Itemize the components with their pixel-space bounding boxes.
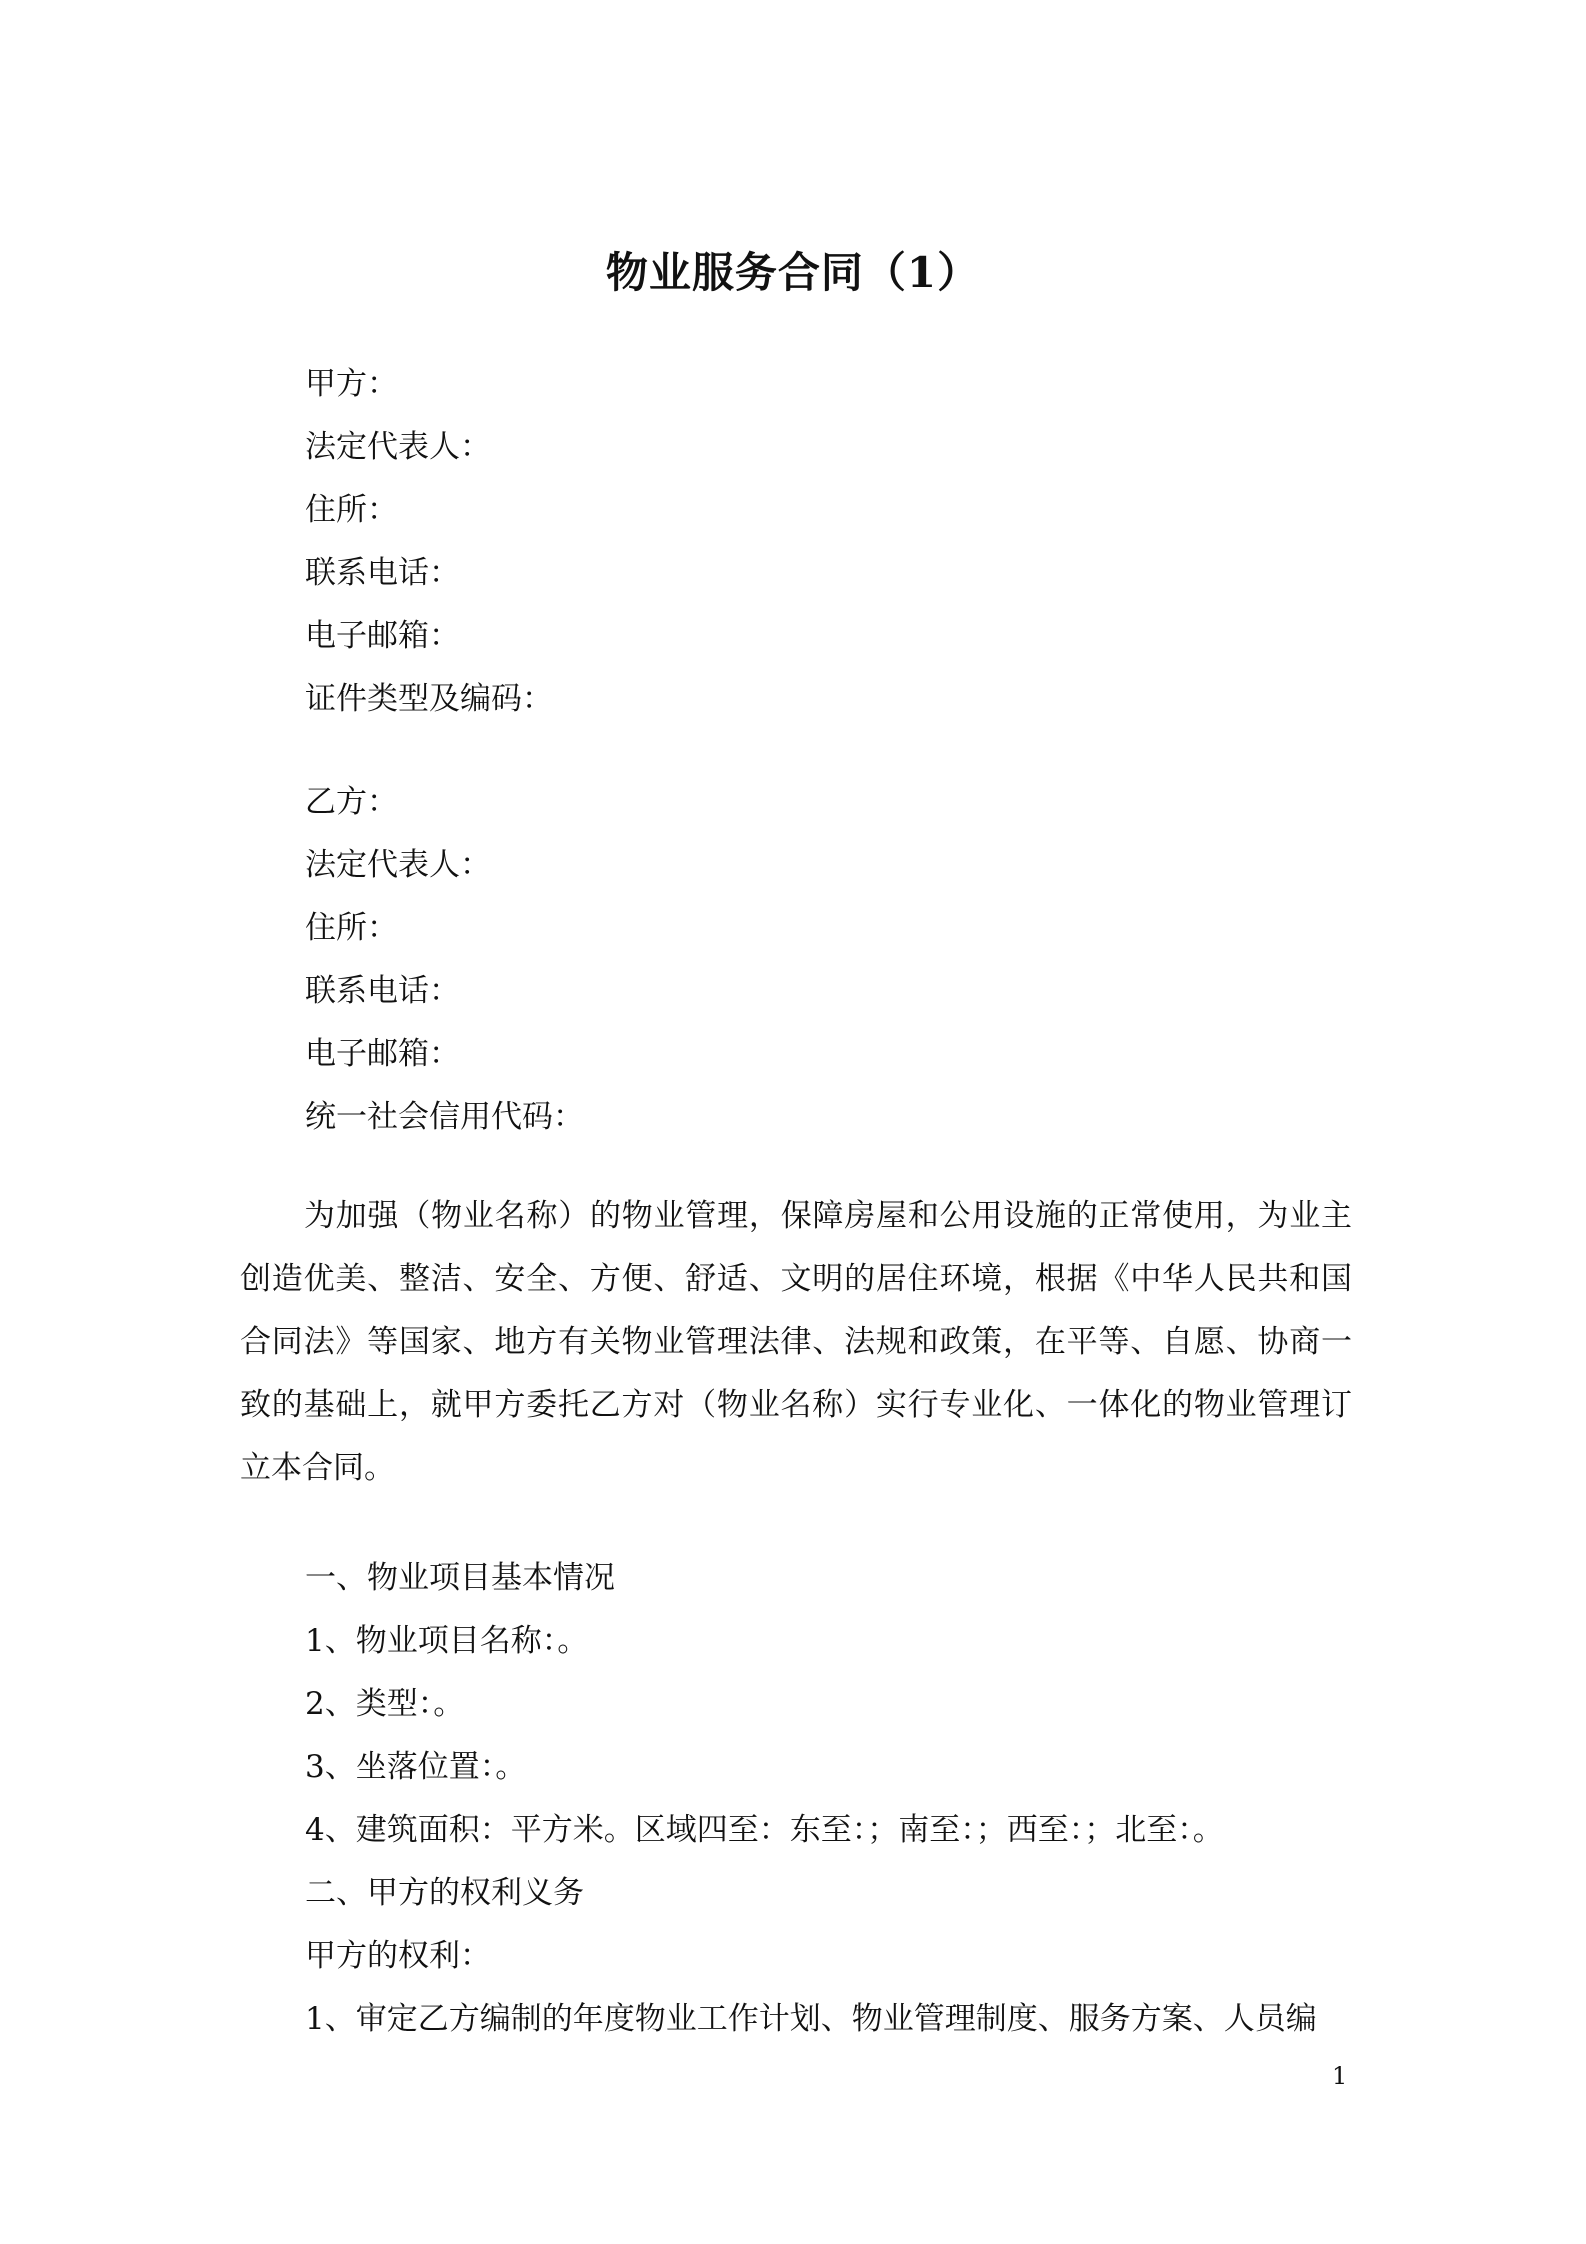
party-b-credit-code: 统一社会信用代码：	[305, 1099, 584, 1135]
party-b-label: 乙方：	[305, 784, 398, 820]
section-2-right-1: 1、审定乙方编制的年度物业工作计划、物业管理制度、服务方案、人员编	[305, 2001, 1317, 2037]
party-a-legal-rep: 法定代表人：	[305, 429, 491, 465]
party-a-address: 住所：	[305, 492, 398, 528]
party-b-phone: 联系电话：	[305, 973, 460, 1009]
page-number: 1	[1332, 2062, 1348, 2090]
party-a-label: 甲方：	[305, 366, 398, 402]
party-a-email: 电子邮箱：	[305, 618, 460, 654]
party-b-email: 电子邮箱：	[305, 1036, 460, 1072]
section-1-item-4: 4、建筑面积：平方米。区域四至：东至：；南至：；西至：；北至：。	[305, 1812, 1224, 1848]
party-a-phone: 联系电话：	[305, 555, 460, 591]
section-1-item-1: 1、物业项目名称：。	[305, 1623, 589, 1659]
party-b-legal-rep: 法定代表人：	[305, 847, 491, 883]
party-a-id-type: 证件类型及编码：	[305, 681, 553, 717]
section-1-heading: 一、物业项目基本情况	[305, 1560, 615, 1596]
section-1-item-2: 2、类型：。	[305, 1686, 465, 1722]
document-title: 物业服务合同（1）	[605, 248, 981, 297]
party-b-address: 住所：	[305, 910, 398, 946]
section-2-rights-heading: 甲方的权利：	[305, 1938, 491, 1974]
section-1-item-3: 3、坐落位置：。	[305, 1749, 527, 1785]
preamble-paragraph: 为加强（物业名称）的物业管理，保障房屋和公用设施的正常使用，为业主创造优美、整洁、安全、方便、舒适、文明的居住环境，根据《中华人民共和国合同法》等国家、地方有关物业管理法律、法规和政策，在平等、自愿、协商一致的基础上，就甲方委托乙方对（物业名称）实行专业化、一体化的物业管理订立本合同。	[240, 1198, 1352, 1486]
section-2-heading: 二、甲方的权利义务	[305, 1875, 584, 1911]
